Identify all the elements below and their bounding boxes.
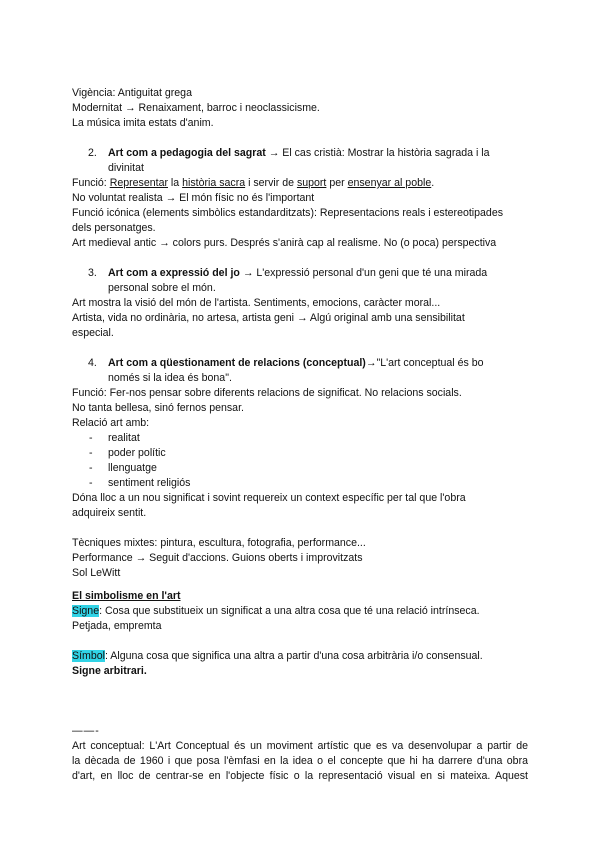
separator-text: ——- <box>72 725 100 737</box>
text-line: No tanta bellesa, sinó fernos pensar. <box>72 402 244 414</box>
highlighted-term: Signe <box>72 605 100 617</box>
list-number: 3. <box>88 267 97 279</box>
list-number: 4. <box>88 357 97 369</box>
definition-signe: Signe: Cosa que substitueix un significat a una altra cosa que té una relació intrínseca. <box>72 605 480 617</box>
underlined-term: Representar <box>109 177 168 189</box>
section-title: Art com a pedagogia del sagrat <box>108 147 266 159</box>
text-line: La música imita estats d'anim. <box>72 117 214 129</box>
bold-statement: Signe arbitrari. <box>72 665 147 677</box>
list-number: 2. <box>88 147 97 159</box>
text-line: dels personatges. <box>72 222 156 234</box>
underlined-term: història sacra <box>182 177 246 189</box>
section-text: personal sobre el món. <box>108 282 216 294</box>
text-line: Relació art amb: <box>72 417 150 429</box>
section-heading: El simbolisme en l'art <box>72 590 181 602</box>
section-text: divinitat <box>108 162 144 174</box>
text-line: especial. <box>72 327 114 339</box>
text-line: adquireix sentit. <box>72 507 147 519</box>
text-line: Dóna lloc a un nou significat i sovint requereix un context específic per tal que l'obra <box>72 492 466 504</box>
section-text: → L'expressió personal d'un geni que té una mirada <box>239 267 488 279</box>
concept-paragraph <box>72 739 528 784</box>
paragraph-line: d'art, en lloc de centrar-se en l'objecte físic o la representació visual en si mateixa. Aquest <box>72 770 528 782</box>
paragraph-line: la dècada de 1960 i que posa l'èmfasi en la idea o el concepte que hi ha darrere d'una obra <box>72 755 528 767</box>
numbered-section-4 <box>72 356 528 386</box>
text-line: No voluntat realista → El món físic no és l'important <box>72 192 315 204</box>
underlined-term: ensenyar al poble <box>347 177 432 189</box>
definition-simbol: Símbol: Alguna cosa que significa una altra a partir d'una cosa arbitrària i/o consensual. <box>72 650 483 662</box>
text-line: Petjada, empremta <box>72 620 162 632</box>
list-item: - poder polític <box>89 447 166 459</box>
paragraph-line: Art conceptual: L'Art Conceptual és un moviment artístic que es va desenvolupar a partir de <box>72 740 528 752</box>
text-line: Vigència: Antiguitat grega <box>72 87 192 99</box>
numbered-section-3 <box>72 266 528 296</box>
list-item: - llenguatge <box>89 462 157 474</box>
section-title: Art com a expressió del jo <box>108 267 240 279</box>
dash-bullet-icon: - <box>89 447 93 459</box>
text-line: Art medieval antic → colors purs. Després s'anirà cap al realisme. No (o poca) perspectiva <box>72 237 497 249</box>
text-line: Funció icónica (elements simbòlics estandarditzats): Representacions reals i estereotipades <box>72 207 504 219</box>
section-title: Art com a qüestionament de relacions (conceptual) <box>108 357 366 369</box>
list-item: - sentiment religiós <box>89 477 191 489</box>
numbered-section-2 <box>72 146 528 176</box>
dash-bullet-icon: - <box>89 477 93 489</box>
highlighted-term: Símbol <box>72 650 105 662</box>
underlined-term: suport <box>296 177 327 189</box>
section-text: només si la idea és bona". <box>108 372 232 384</box>
text-line: Artista, vida no ordinària, no artesa, artista geni → Algú original amb una sensibilitat <box>72 312 465 324</box>
text-line: Sol LeWitt <box>72 567 121 579</box>
list-item: - realitat <box>89 432 140 444</box>
dash-bullet-icon: - <box>89 432 93 444</box>
text-line: Performance → Seguit d'accions. Guions oberts i improvitzats <box>72 552 363 564</box>
section-text: → El cas cristià: Mostrar la història sagrada i la <box>265 147 490 159</box>
section-text: →"L'art conceptual és bo <box>365 357 484 369</box>
document-page <box>72 86 528 784</box>
text-line: Funció: Fer-nos pensar sobre diferents relacions de significat. No relacions socials. <box>72 387 462 399</box>
text-line: Art mostra la visió del món de l'artista. Sentiments, emocions, caràcter moral... <box>72 297 441 309</box>
text-line: Modernitat → Renaixament, barroc i neoclassicisme. <box>72 102 320 114</box>
function-line: Funció: Representar la història sacra i servir de suport per ensenyar al poble. <box>72 177 435 189</box>
dash-bullet-icon: - <box>89 462 93 474</box>
text-line: Tècniques mixtes: pintura, escultura, fotografia, performance... <box>72 537 366 549</box>
